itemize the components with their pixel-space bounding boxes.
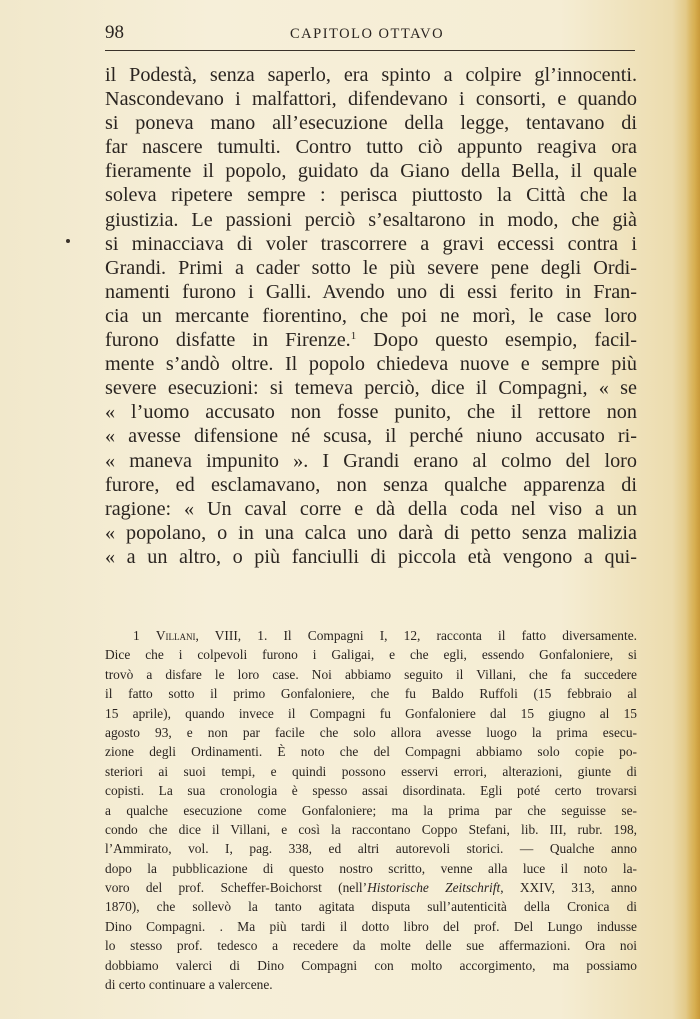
footnote-text: , VIII, 1. Il Compagni I, 12, racconta il fatto diversamente. (195, 628, 637, 643)
footnote-block (105, 626, 637, 994)
page-edge (686, 0, 700, 1019)
footnote-author: Villani (155, 628, 196, 643)
text-line: si minacciava di voler trascorrere a gravi eccessi contra i (105, 232, 637, 255)
header-rule (105, 50, 635, 51)
footnote-line: copisti. La sua cronologia è spesso assai disordinata. Egli poté certo trovarsi (105, 783, 637, 799)
text-line: « l’uomo accusato non fosse punito, che il rettore non (105, 401, 637, 424)
footnote-marker[interactable]: 1 (350, 330, 357, 343)
footnote-line: lo stesso prof. tedesco a recedere da molte delle sue affermazioni. Ora noi (105, 938, 637, 954)
footnote-number: 1 (133, 628, 140, 643)
footnote-line: dopo la pubblicazione di questo nostro scritto, venne alla luce il noto la- (105, 860, 637, 876)
text-line: fieramente il popolo, guidato da Giano della Bella, il quale (105, 160, 637, 183)
text-line: severe esecuzioni: si temeva perciò, dice il Compagni, « se (105, 377, 637, 400)
footnote-line: dobbiamo valerci di Dino Compagni con molto accorgimento, ma possiamo (105, 957, 637, 973)
text-line: si poneva mano all’esecuzione della legge, tentavano di (105, 112, 637, 135)
footnote-text: , XXIV, 313, anno (500, 880, 637, 896)
main-text (105, 63, 637, 569)
footnote-line: il fatto sotto il primo Gonfaloniere, che fu Baldo Ruffoli (15 febbraio al (105, 686, 637, 702)
margin-dot (66, 239, 70, 243)
footnote-line: 1870), che sollevò la tanto agitata disputa sull’autenticità della Cronica di (105, 899, 637, 915)
text-line: furore, ed esclamavano, non senza qualche apparenza di (105, 473, 637, 496)
page-header (105, 22, 635, 46)
text-line: mente s’andò oltre. Il popolo chiedeva nuove e sempre più (105, 353, 637, 376)
text-line: « a un altro, o più fanciulli di piccola età vengono a qui- (105, 545, 637, 568)
text-line: Grandi. Primi a cader sotto le più severe pene degli Ordi- (105, 256, 637, 279)
page-number: 98 (105, 22, 124, 43)
footnote-line: steriori ai suoi tempi, e quindi possono esservi errori, alterazioni, giunte di (105, 763, 637, 779)
text-fragment: Dopo questo esempio, facil- (356, 329, 637, 352)
journal-title: Historische Zeitschrift (367, 880, 501, 896)
text-line: namenti furono i Galli. Avendo uno di essi ferito in Fran- (105, 280, 637, 303)
text-line: cia un mercante fiorentino, che poi ne morì, le case loro (105, 304, 637, 327)
text-line: Nascondevano i malfattori, difendevano i consorti, e quando (105, 88, 637, 111)
footnote-line: Dino Compagni. . Ma più tardi il dotto libro del prof. Del Lungo indusse (105, 918, 637, 934)
text-line: « popolano, o in una calca uno darà di petto senza malizia (105, 521, 637, 544)
footnote-line: Dice che i colpevoli furono i Galigai, e che egli, essendo Gonfaloniere, si (105, 647, 637, 663)
text-line: il Podestà, senza saperlo, era spinto a colpire gl’innocenti. (105, 64, 637, 86)
text-fragment: furono disfatte in Firenze. (105, 329, 351, 352)
footnote-line: condo che dice il Villani, e così la raccontano Coppo Stefani, lib. III, rubr. 198, (105, 821, 637, 837)
text-line: far nascere tumulti. Contro tutto ciò appunto reagiva ora (105, 136, 637, 159)
text-line-with-footnote (105, 328, 637, 352)
footnote-line: 15 aprile), quando invece il Compagni fu Gonfaloniere dal 15 giugno al 15 (105, 705, 637, 721)
footnote-line: di certo continuare a valercene. (105, 977, 273, 993)
footnote-line (105, 626, 637, 645)
footnote-line: agosto 93, e non par facile che solo allora avesse luogo la prima esecu- (105, 724, 637, 740)
running-head: CAPITOLO OTTAVO (290, 26, 445, 42)
text-line: « maneva impunito ». I Grandi erano al colmo del loro (105, 449, 637, 472)
footnote-line: a qualche esecuzione come Gonfaloniere; ma la prima par che seguisse se- (105, 802, 637, 818)
text-line: giustizia. Le passioni perciò s’esaltarono in modo, che già (105, 208, 637, 231)
footnote-line: trovò a disfare le loro case. Noi abbiamo seguito il Villani, che fa succedere (105, 666, 637, 682)
text-line: « avesse difensione né scusa, il perché niuno accusato ri- (105, 425, 637, 448)
footnote-line (105, 878, 637, 897)
footnote-line: l’Ammirato, vol. I, pag. 338, ed altri autorevoli storici. — Qualche anno (105, 841, 637, 857)
text-line: soleva ripetere sempre : perisca piuttosto la Città che la (105, 184, 637, 207)
footnote-text: voro del prof. Scheffer-Boichorst (nell’ (105, 880, 368, 896)
footnote-line: zione degli Ordinamenti. È noto che del Compagni abbiamo solo copie po- (105, 744, 637, 760)
text-line: ragione: « Un caval corre e dà della coda nel viso a un (105, 497, 637, 520)
